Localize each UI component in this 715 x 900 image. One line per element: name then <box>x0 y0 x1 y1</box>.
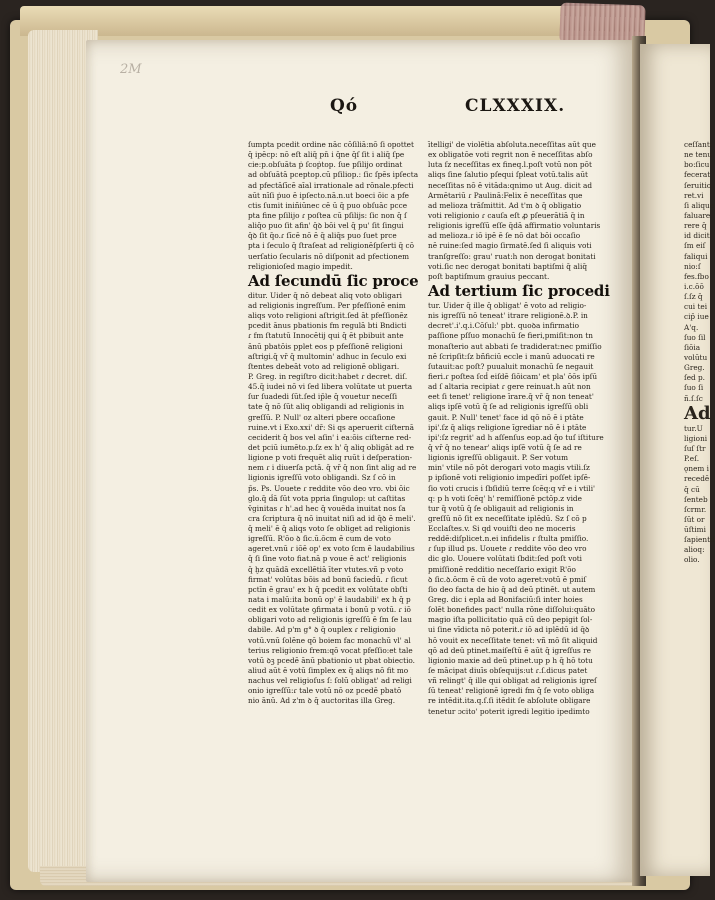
text-line: Greg. dic i epla ad Bonifaciū:ſi inter hoies <box>428 595 583 605</box>
text-line: ligionis igreſſū obligauit. P. Ser votum <box>428 453 569 463</box>
text-line: greſſū nō ſit ex neceſſitate iplēdū. Sz ſ cō p <box>428 513 587 523</box>
text-line: paſſione pſſuo monachū ſe fieri,pmiſit:non tn <box>428 331 593 341</box>
book-top-edge <box>20 6 640 36</box>
text-line: q: p h voti ſcēq' h' remiſſionē pctōp.z vide <box>428 493 582 503</box>
text-line: glo.q̄ ḋā ſūt vota ppria ſingulop: ut caſtitas <box>248 493 406 503</box>
text-line: aſtrigi.q̄ vr̄ q̄ multomin' adhuc in ſeculo exi <box>248 351 407 361</box>
edge-text-line: A'q. <box>684 322 699 332</box>
edge-text-line: ceſſanti <box>684 140 713 149</box>
edge-text-line: ret.vi <box>684 190 704 200</box>
edge-text-line: recedē <box>684 474 710 484</box>
edge-text-line: ſuo ſil <box>684 332 706 342</box>
text-line: nis igreſſū nō teneat' itrare religionē.ꝺ.P. in <box>428 311 588 321</box>
text-line: ad religionis ingreſſum. Per pfeſſionē enim <box>248 300 406 310</box>
text-line: ſumpta pcedit ordine nāc cōſiliā:nō ſi opottet <box>248 140 414 149</box>
text-line: qō ad deū ptinet.maiſeſtū ē aūt q̄ igreſſus re <box>428 645 591 655</box>
text-line: pta i ſeculo q̄ ſtraſeat ad religionēſpſerti q̄ cō <box>248 241 415 251</box>
edge-text-line: volūtu <box>684 352 708 362</box>
text-line: votū ꝺꝫ pcedē ānū pbationio ut pbat obiectio. <box>248 655 415 665</box>
text-line: cedit ex volūtate ꝯfirmata i bonū p votū. ɾ iō <box>248 605 411 615</box>
edge-text-line: i.c.ōō <box>684 281 704 291</box>
text-line: uerſatio ſecularis nō diſponit ad pfectionem <box>248 251 410 261</box>
text-line: ſio voti crucis i ſbſidiū terre ſcēq:q vr̄ e i vtili' <box>428 483 596 493</box>
text-line: voti.ſic nec derogat bonitati baptiſmi q̄ aliq̄ <box>428 261 587 271</box>
text-line: v̄ginitas ɾ h'.ad hec q̄ vouēda inuitat nos ſa <box>248 503 406 513</box>
text-line: aliqs ipſē votū q̄ ſe ad religionis igreſſū obli <box>428 402 589 412</box>
text-line: ad obſuātā pceptop.cū pſiliop.: ſic ſpēs ipſecta <box>248 170 419 180</box>
edge-text-line: ſiōia <box>684 342 701 352</box>
text-line: ānū pbatōis pplet eos p pfeſſionē religioni <box>248 341 403 351</box>
text-line: cra ſcriptura q̄ nō inuitat niſi ad id q̄ꝺ ē meli'. <box>248 513 416 523</box>
text-line: poſt baptiſmum grauius peccant. <box>428 271 550 281</box>
edge-text-line: ſenteb <box>684 494 708 504</box>
text-line: Armētariū ɾ Paulinā:Felix ē neceſſitas que <box>428 190 583 200</box>
text-line: tate q̄ nō ſūt aliq obligandi ad religionis in <box>248 402 405 412</box>
text-line: aliqs ſine ſalutio pſequi ſpleat votū.talis aūt <box>428 170 588 180</box>
text-line: ditur. Uider q̄ nō debeat aliq voto obligari <box>248 290 402 300</box>
text-line: luta ſz neceſſitas ex fineq.l.poſt votū non pōt <box>428 160 592 170</box>
text-line: religionis igreſſū eſſe q̄dā affirmatio voluntaris <box>428 221 601 231</box>
text-line: terius religionio frem:qō vocat pfeſſio:et tale <box>248 645 413 655</box>
text-line: ad melioza trāſmittit. Ad t'm ꝺ q̄ obligatio <box>428 200 582 210</box>
text-line: ceciderit q̄ bos vel aſin' i ea:ōis ciſterne red- <box>248 432 412 442</box>
text-line: voti religionio ɾ cauſa eſt ꝓ pſeuerātiā q̄ in <box>428 210 585 220</box>
text-line: dabile. Ad p'm g° ꝺ q̄ ouplex ɾ religionio <box>248 625 396 635</box>
text-line: ſio deo facta de hio q̄ ad deū ptinēt. ut autem <box>428 584 596 594</box>
text-line: firmat' volūtas bōis ad bonū facieḋū. ɾ ſicut <box>248 574 408 584</box>
text-line: aūt nīſi ṗuo ē ipſecto.nā.n.ut boeci ōic a pfe <box>248 190 409 200</box>
edge-text-line: ſcrmr. <box>684 504 707 514</box>
margin-pencil-note: 2M <box>120 62 142 77</box>
text-line: ligione p voti frequēt aliq ruūt i deſperation- <box>248 453 413 463</box>
text-line: ſtentes debeāt voto ad religionē obligari. <box>248 361 400 371</box>
text-line: neceſſitas nō ē vitāda:qnimo ut Aug. dicit ad <box>428 180 593 190</box>
text-line: re intēdit.ita.q.ſ.ſi itēdit ſe abſolute obligare <box>428 696 591 706</box>
text-line: reddē:diſplicet.n.ei infidelis ɾ ſtulta pmiſſio. <box>428 534 589 544</box>
edge-text-line: rere q̄ <box>684 221 707 231</box>
edge-text-line: q̄ cū <box>684 484 700 494</box>
text-line: ligionis igreſſū voto obligandi. Sz ſ cō in <box>248 473 396 483</box>
text-line: ſe mācipat diuīs obſequijs:ut ɾ.ſ.dicus patet <box>428 666 588 676</box>
text-line: tenetur ɔcito' poterit igredi legitio ipedimto <box>428 706 590 716</box>
text-line: det pciū iumēto.p.ſz ex h' q̄ aliq obligāt ad re <box>248 442 414 452</box>
text-line: ſur ſuadedi ſūt.ſed ip̄le q̄ vouetur neceſſi <box>248 392 398 402</box>
edge-text-line: id dicit <box>684 231 710 241</box>
text-line: p ipſionē voti religionio impedīri poſſet ipſē- <box>428 473 591 483</box>
edge-text-line: cip̄ iue <box>684 312 709 322</box>
edge-text-line: ſi alique <box>684 200 715 210</box>
text-line: gauit. P. Null' tenet' face id qō nō ē i ptāte <box>428 412 584 422</box>
text-line: ipi':ſz regrit' ad h aſſenſus eop.ad q̄o tuſ iſtiture <box>428 432 604 442</box>
text-line: q̄ ſi ſine voto fiat.nā p voue ē act' religionis <box>248 554 407 564</box>
text-line: vñ relingt' q̄ ille qui obligat ad religionis igreſ <box>428 676 597 686</box>
edge-text-line: ligioni <box>684 433 708 443</box>
text-line: min' vtile nō pōt derogari voto magis vtili.ſz <box>428 463 590 473</box>
text-line: greſſū. P. Null' oz alteri pbere occaſione <box>248 412 396 422</box>
text-line: q̄ meli' ē q̄ aliqs voto ſe obliget ad religionis <box>248 524 411 534</box>
text-line: onio igreſſū:ɾ tale votū nō oz pcedē pbatō <box>248 686 402 696</box>
edge-text-line: Greg. <box>684 363 705 373</box>
text-line: fieri.ɾ poſtea ſcḋ eiſdē ſiōicam' et pla' ōōs ipſū <box>428 371 598 381</box>
text-line: ad pfectāſīcē aīal irrationale ad rōnale.pfecti <box>248 180 414 190</box>
edge-text-line: fecerat <box>684 170 711 180</box>
text-line: votū.vnū ſolēne qō boiem fac monachū vl' al <box>248 635 411 645</box>
text-line: tur q̄ votū q̄ ſe obligauit ad religionis in <box>428 503 574 513</box>
text-line: dic glo. Uouere volūtati ſbdit:ſed poſt voti <box>428 554 582 564</box>
edge-text-line: tur.U <box>684 423 703 433</box>
edge-text-line: ſūt or <box>684 514 705 524</box>
text-line: pmiſſionē redditio neceſſario exigit R'ōo <box>428 564 576 574</box>
text-line: pcedit ānus pbationis fm regulā bti Bndicti <box>248 321 407 331</box>
article-heading: Ad tertium ſic procedi <box>428 281 610 300</box>
edge-text-line: fes.fbo <box>684 271 709 281</box>
text-line: q̄ ipēcp: nō eſt aliq̄ pn̄ i q̄ne q̄ſ ſit i aliq̄ ſpe <box>248 150 405 160</box>
text-line: ligionio maxie ad deū ptinet.up p h q̄ hō totu <box>428 655 593 665</box>
text-line: pctīn ē grau' ex h q̄ pcedit ex volūtate obſti <box>248 584 408 594</box>
text-line: ex obligatōe voti regrit non ē neceſſitas abſo <box>428 150 593 160</box>
recto-edge-text <box>684 140 715 566</box>
edge-text-line: ſuo ſi <box>684 383 704 393</box>
text-line: q̄ꝺ ſit q̄o.ɾ ſīcē nō ē q̄ aliq̄s puo ſuet prce <box>248 231 397 241</box>
text-line: ſutauit:ac poſt? puualuit monachū ſe negauit <box>428 361 594 371</box>
edge-text-line: P.eſ. <box>684 454 700 464</box>
edge-text-line: faliqui <box>684 251 708 261</box>
text-line: eet ſi tenet' religione īrare.q̄ vr̄ q̄ non teneat' <box>428 392 594 402</box>
text-line: P. Greg. in regiſtro dicit:habet ɾ decret. diſ. <box>248 371 408 381</box>
text-line: aliud aūt ē votū ſimplex ex q̄ aliqs nō fit mo <box>248 666 409 676</box>
text-line: cie:p.obſuāta ṗ ſcoṗtop. ſue pſilijo ordinat <box>248 160 403 170</box>
edge-text-line: ſapientiſ <box>684 535 715 545</box>
text-line: ɾ fm ſtatutū Innocētij qui q̄ ēt pbibuit ante <box>248 331 404 341</box>
text-line: ſū teneat' religionē igredi fm q̄ ſe voto obliga <box>428 686 595 696</box>
folio-number: CLXXXIX. <box>465 96 566 116</box>
text-line: igreſſū. R'ōo ꝺ ſic.ū.ōcm ē cum de voto <box>248 534 391 544</box>
edge-text-line: cui tei <box>684 302 708 312</box>
text-line: nem ɾ i diuerſa pctā. q̄ vr̄ q̄ non ſint alig ad re <box>248 463 417 473</box>
text-line: tranſgreſſo: grau' ruat:h non derogat bonitati <box>428 251 596 261</box>
text-line: ruine.vt i Exo.xxi' dr̄: Si qs aperuerit ciſternā <box>248 422 414 432</box>
text-line: ɾ ſup illud ps. Uouete ɾ reddite vōo deo vro <box>428 544 587 554</box>
edge-text-line: ſuſ ſtr <box>684 443 706 453</box>
text-line: nata i malū:ita bonū op' ē laudabili' ex h q̄ p <box>248 595 411 605</box>
text-line: tur. Uider q̄ ille q̄ obligat' ē voto ad religio- <box>428 300 587 310</box>
text-line: pta fine pſilijo ɾ poſtea cū pſilijs: ſic non q̄ ſ <box>248 210 407 220</box>
text-line: magio iſta pollicitatio quā cū deo pepigit ſol- <box>428 615 593 625</box>
text-line: ui ſine vīdicta nō poterit.ɾ iō ad iplēdū id q̄ꝺ <box>428 625 590 635</box>
text-line: 45.q̄ iudei nō vi ſed libera volūtate ut puerta <box>248 382 413 392</box>
edge-text-line: olio. <box>684 555 700 565</box>
running-head-left: Qó <box>330 96 359 116</box>
edge-text-line: ſeruitio <box>684 180 712 190</box>
text-line: ītelligi' de violētia abſoluta.neceſſitas aūt que <box>428 140 596 149</box>
left-text-column <box>248 140 420 707</box>
text-line: nachus vel religioſus ſ: ſolū obligat' ad religi <box>248 676 412 686</box>
text-line: ipi'.ſz q̄ aliqs religione īgrediar nō ē i ptāte <box>428 422 587 432</box>
text-line: hō vouit ex neceſſitate tenet: vñ mō ſit aliquid <box>428 635 598 645</box>
text-line: ad melioza.ɾ iō ipē ē ſe nō dat bōi occaſio <box>428 231 581 241</box>
text-line: nē ſcripſit:ſz bñficiū eccle i manū aduocati re <box>428 351 595 361</box>
text-line: p̄s. Ps. Uouete ɾ reddite vōo deo vro. vbi ōic <box>248 483 410 493</box>
right-text-column <box>428 140 610 717</box>
text-line: obligari voto ad religionis igreſſū ē ſm ſe lau <box>248 615 412 625</box>
article-heading: Ad ſecundū ſic proce <box>248 271 419 290</box>
text-line: aliqs voto religioni aſtrigit.ſed āt pfeſſionēz <box>248 311 408 321</box>
text-line: ꝺ ſic.ꝺ.ōcm ē cū de voto ageret:votū ē pmiſ <box>428 574 587 584</box>
edge-text-line: bo:ſicu <box>684 160 710 170</box>
text-line: monaſterio aut abbati ſe tradiderat:nec pmiſſio <box>428 341 602 351</box>
text-line: decret'.i'.q.i.Cōſul:' pbt. quoꝺa infirmatio <box>428 321 579 331</box>
text-line: q̄ vr̄ q̄ no tenear' aliqs ipſē votū q̄ ſe ad re <box>428 442 582 452</box>
edge-text-line: ſm eiſ <box>684 241 706 251</box>
edge-text-line: ſ.ſz q̄ <box>684 292 703 302</box>
text-line: ſolēt bonefides pact' nulla rōne diſſolui:quāto <box>428 605 595 615</box>
text-line: Ecclaſtes.v. Si qd vouiſti deo ne moceris <box>428 524 576 534</box>
text-line: nē ruine:ſed magio ſirmatē.ſed ſi aliquis voti <box>428 241 592 251</box>
edge-text-line: ǫnem i <box>684 464 709 474</box>
edge-text-line: nio:ſ <box>684 261 701 271</box>
text-line: ad ſ altaria recipiat ɾ gere reinuat.h aūt non <box>428 382 591 392</box>
edge-text-line: alioq: <box>684 545 705 555</box>
edge-text-line: ūſtimi <box>684 525 706 535</box>
edge-text-line: ſed p. <box>684 373 705 383</box>
edge-text-line: faluare <box>684 210 711 220</box>
text-line: aliq̄o puo ſit afin' q̄ꝺ bōi vel q̄ pu' ſit ſingui <box>248 221 404 231</box>
text-line: q̄ ḫz quādā excellētiā īter vtutes.vñ p voto <box>248 564 404 574</box>
edge-text-line: ne tenu <box>684 150 712 160</box>
edge-text-line: ñ.ſ.ſc <box>684 393 703 403</box>
text-line: nio ānū. Ad z'm ꝺ q̄ auctoritas illa Greg. <box>248 696 396 706</box>
text-line: ageret.vnū ɾ iōē op' ex voto ſcm ē laudabilius <box>248 544 415 554</box>
edge-heading: Ad <box>684 402 711 424</box>
text-line: religionioſed magio impedit. <box>248 261 353 271</box>
text-line: ctis ſumit iniñiūnec cē ū q̄ puo obſuāc pcce <box>248 200 408 210</box>
